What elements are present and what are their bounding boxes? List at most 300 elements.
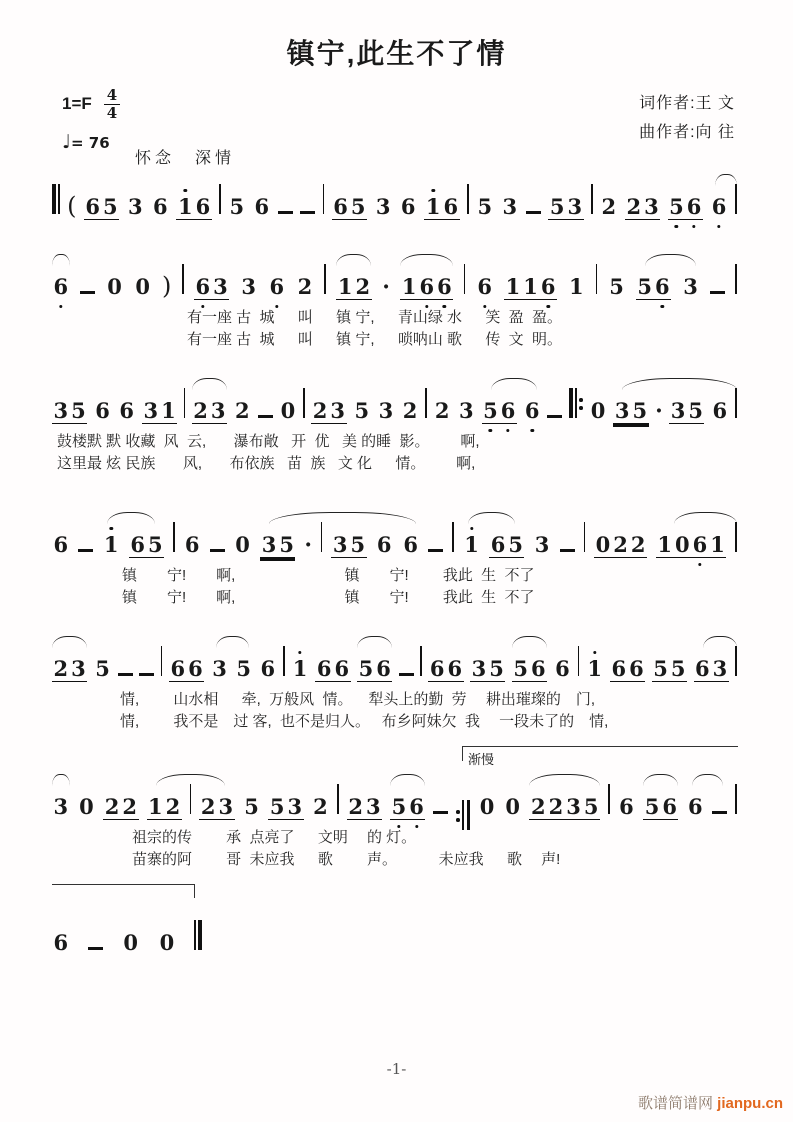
thick-bar <box>569 388 573 418</box>
slur-arc <box>107 512 156 524</box>
note-digit: 6 <box>188 656 203 681</box>
note-group <box>625 195 660 220</box>
note-digit: 3 <box>683 274 698 299</box>
octave-dot-below <box>675 225 678 228</box>
lyrics-row-1: 镇 宁! 啊, 镇 宁! 我此 生 不了 <box>122 567 535 584</box>
octave-dot-above <box>593 651 596 654</box>
note-group <box>390 795 425 820</box>
note-digit: 5 <box>644 794 660 819</box>
note-group <box>94 657 112 680</box>
notes-row <box>52 784 737 818</box>
note-digit: 0 <box>595 532 611 557</box>
duration-dash <box>139 673 154 676</box>
duration-dash <box>710 291 725 294</box>
note-group <box>268 795 303 820</box>
note-digit: 2 <box>630 532 646 557</box>
note-digit: 6 <box>490 532 506 557</box>
note-digit: 6 <box>254 194 270 219</box>
note-digit: 1 <box>176 195 194 218</box>
note-group <box>126 195 144 218</box>
duration-dash <box>526 211 541 214</box>
repeat-end-sign <box>456 800 470 830</box>
note-digit: 3 <box>670 398 686 423</box>
lyrics-row-1: 情, 山水相 牵, 万般风 情。 犁头上的勤 劳 耕出璀璨的 门, <box>120 691 596 708</box>
note-group <box>567 275 585 298</box>
repeat-dots <box>456 802 460 830</box>
note-group <box>400 275 453 300</box>
music-line-5 <box>52 646 737 733</box>
barline <box>584 522 586 552</box>
barline <box>184 388 186 418</box>
note-group <box>311 399 346 424</box>
intro-paren-close: ) <box>162 272 172 300</box>
note-digit: 1 <box>586 657 604 680</box>
barline <box>337 784 339 814</box>
note-digit: 6 <box>95 398 110 423</box>
note-group <box>122 931 140 954</box>
barline <box>190 784 192 814</box>
note-digit: 6 <box>418 275 436 298</box>
tempo-value: = 76 <box>70 134 110 152</box>
note-digit: 0 <box>235 532 250 557</box>
note-digit: 6 <box>170 656 186 681</box>
lyricist-credit: 词作者:王 文 <box>639 95 735 112</box>
note-group <box>554 657 572 680</box>
lyrics-row-2: 有一座 古 城 叫 镇 宁, 唢呐山 歌 传 文 明。 <box>187 330 563 348</box>
note-digit: 5 <box>583 794 599 819</box>
note-digit: 5 <box>688 398 703 423</box>
tempo-marking <box>62 131 110 153</box>
note-digit: 6 <box>268 275 286 298</box>
final-barline <box>194 920 202 950</box>
note-digit: 6 <box>376 656 391 681</box>
note-group <box>710 195 728 218</box>
note-digit: 6 <box>403 532 419 557</box>
note-digit: 2 <box>312 398 328 423</box>
note-digit: 3 <box>330 398 346 423</box>
duration-dash <box>278 211 293 214</box>
quarter-note-icon: ♩ <box>62 131 71 153</box>
slur-arc <box>52 254 70 266</box>
note-digit: 1 <box>148 794 163 819</box>
note-group <box>94 399 112 422</box>
note-digit: 3 <box>534 532 550 557</box>
note-digit: 3 <box>365 794 381 819</box>
barline <box>283 646 285 676</box>
note-digit: 0 <box>674 532 690 557</box>
credits <box>639 90 735 148</box>
slur-arc <box>156 774 226 786</box>
duration-dash <box>80 291 95 294</box>
note-digit: 6 <box>130 532 145 557</box>
note-digit: 1 <box>161 398 176 423</box>
note-digit: 3 <box>614 398 630 423</box>
note-group <box>52 399 87 424</box>
slur-arc <box>715 174 737 186</box>
note-group <box>586 657 604 680</box>
barline <box>321 522 323 552</box>
note-digit: 6 <box>194 275 212 298</box>
note-group <box>687 795 705 818</box>
note-digit: 3 <box>212 656 227 681</box>
barline <box>182 264 184 294</box>
note-digit: 6 <box>531 656 546 681</box>
note-group <box>636 275 671 300</box>
note-group <box>199 795 234 820</box>
note-digit: 6 <box>53 930 69 955</box>
note-group <box>158 931 176 954</box>
duration-dash <box>560 549 575 552</box>
note-digit: 0 <box>107 274 122 299</box>
duration-dash <box>399 673 414 676</box>
repeat-dot <box>579 398 583 402</box>
note-group <box>476 195 494 218</box>
note-group <box>332 195 367 220</box>
slur-arc <box>692 774 724 786</box>
note-digit: 5 <box>236 656 251 681</box>
note-group <box>470 657 505 682</box>
slur-arc <box>390 774 425 786</box>
note-group <box>402 533 420 556</box>
note-group <box>151 195 169 218</box>
thick-bar <box>52 184 56 214</box>
octave-dot-above <box>109 527 112 530</box>
note-digit: 5 <box>637 274 653 299</box>
slur-arc <box>269 512 416 524</box>
thick-bar <box>467 800 471 830</box>
lyrics-row-2: 这里最 炫 民族 风, 布依族 苗 族 文 化 情。 啊, <box>57 454 476 472</box>
note-digit: 3 <box>213 274 228 299</box>
note-digit: 2 <box>613 532 628 557</box>
music-line-7 <box>52 920 737 954</box>
ritardando-label: 渐慢 <box>468 752 495 767</box>
slur-arc <box>645 254 696 266</box>
note-digit: 6 <box>629 656 644 681</box>
note-digit: 5 <box>269 794 285 819</box>
note-digit: 2 <box>104 794 120 819</box>
time-signature <box>104 88 120 121</box>
intro-paren-open: ( <box>67 192 77 220</box>
note-group <box>613 399 648 424</box>
note-digit: 5 <box>350 532 366 557</box>
note-digit: 6 <box>555 656 570 681</box>
note-digit: 1 <box>657 532 672 557</box>
note-digit: 6 <box>52 275 70 298</box>
watermark-site-name: 歌谱简谱网 <box>637 1095 718 1112</box>
notes-row <box>52 264 737 298</box>
slur-arc <box>512 636 547 648</box>
note-digit: 6 <box>429 656 445 681</box>
note-digit: 6 <box>334 656 350 681</box>
note-digit: 5 <box>350 194 366 219</box>
note-digit: 6 <box>691 533 709 556</box>
note-digit: 3 <box>218 794 234 819</box>
octave-dot-above <box>470 527 473 530</box>
barline <box>425 388 427 418</box>
note-group <box>268 275 286 298</box>
note-digit: 0 <box>590 398 606 423</box>
note-digit: 1 <box>568 274 584 299</box>
thin-bar <box>575 388 577 418</box>
note-digit: 2 <box>601 194 617 219</box>
note-digit: 3 <box>261 532 277 557</box>
note-group <box>228 195 246 218</box>
note-group <box>183 533 201 556</box>
notes-row <box>52 522 737 556</box>
note-digit: 2 <box>122 794 138 819</box>
note-digit: 2 <box>402 398 418 423</box>
barline <box>452 522 454 552</box>
note-group <box>102 533 120 556</box>
note-digit: 5 <box>95 656 110 681</box>
note-group <box>142 399 177 424</box>
note-digit: 6 <box>119 398 134 423</box>
key-signature <box>62 88 120 121</box>
note-digit: 6 <box>333 194 348 219</box>
barline <box>608 784 610 814</box>
note-group <box>399 195 417 218</box>
note-digit: 3 <box>332 532 348 557</box>
slur-arc <box>643 774 678 786</box>
note-group <box>529 795 600 820</box>
note-digit: 5 <box>670 656 686 681</box>
music-line-6 <box>52 784 737 871</box>
barline <box>219 184 221 214</box>
lyrics-row-1: 祖宗的传 承 点亮了 文明 的 灯。 <box>132 829 417 846</box>
note-group <box>176 195 211 220</box>
note-group <box>533 533 551 556</box>
note-group <box>315 657 350 682</box>
note-digit: 0 <box>280 398 296 423</box>
note-group <box>463 533 481 556</box>
note-digit: 6 <box>195 194 211 219</box>
note-digit: 5 <box>653 656 668 681</box>
note-group <box>234 533 252 556</box>
note-digit: 6 <box>499 399 517 422</box>
note-digit: 2 <box>53 656 69 681</box>
slur-arc <box>336 254 371 266</box>
note-group <box>643 795 678 820</box>
note-group <box>523 399 541 422</box>
note-group <box>336 275 371 300</box>
watermark-domain: jianpu.cn <box>717 1095 783 1112</box>
barline <box>467 184 469 214</box>
note-digit: 6 <box>316 656 332 681</box>
note-digit: 6 <box>53 532 69 557</box>
note-digit: 5 <box>508 532 523 557</box>
barline <box>324 264 326 294</box>
note-digit: 2 <box>165 794 181 819</box>
note-group <box>347 795 382 820</box>
note-group <box>682 275 700 298</box>
barline <box>323 184 325 214</box>
expression-marking: 怀念 深情 <box>135 150 236 167</box>
duration-dash <box>428 549 443 552</box>
note-group <box>711 399 729 422</box>
note-digit: 2 <box>297 274 313 299</box>
lyrics-row-2: 情, 我不是 过 客, 也不是归人。 布乡阿妹欠 我 一段未了的 情, <box>120 712 609 730</box>
thin-bar <box>462 800 464 830</box>
octave-dot-below <box>692 225 695 228</box>
octave-dot-above <box>298 651 301 654</box>
notes-row <box>52 184 737 218</box>
note-digit: 1 <box>401 274 417 299</box>
note-digit: 6 <box>695 656 710 681</box>
note-group <box>243 795 261 818</box>
octave-dot-above <box>184 189 187 192</box>
note-digit: 3 <box>459 398 474 423</box>
music-line-3 <box>52 388 737 475</box>
note-digit: 3 <box>566 794 581 819</box>
lyrics-row-1: 有一座 古 城 叫 镇 宁, 青山绿 水 笑 盈 盈。 <box>187 309 563 326</box>
duration-dash <box>433 811 448 814</box>
note-digit: 3 <box>502 194 518 219</box>
notes-row <box>52 646 737 680</box>
note-digit: 1 <box>424 195 442 218</box>
note-digit: 0 <box>479 794 495 819</box>
note-digit: 6 <box>685 195 703 218</box>
music-line-2 <box>52 264 737 351</box>
note-group <box>618 795 636 818</box>
note-group <box>353 399 371 422</box>
note-group <box>489 533 524 558</box>
note-digit: 6 <box>443 194 459 219</box>
note-digit: 5 <box>354 398 370 423</box>
barline <box>591 184 593 214</box>
watermark <box>638 1092 783 1113</box>
note-digit: 5 <box>71 398 86 423</box>
note-digit: 6 <box>447 656 463 681</box>
barline <box>735 522 737 552</box>
note-group <box>240 275 258 298</box>
note-digit: 5 <box>513 656 529 681</box>
note-digit: 5 <box>390 795 408 818</box>
note-digit: 0 <box>79 794 94 819</box>
note-digit: 3 <box>375 194 391 219</box>
barline <box>596 264 598 294</box>
note-group <box>194 275 229 300</box>
note-group <box>296 275 314 298</box>
composer-credit: 曲作者:向 往 <box>639 123 735 141</box>
note-digit: 3 <box>53 398 69 423</box>
note-digit: 1 <box>291 657 309 680</box>
note-digit: 3 <box>567 194 583 219</box>
note-group <box>668 195 703 220</box>
note-group <box>279 399 297 422</box>
note-digit: 1 <box>337 274 353 299</box>
note-digit: 6 <box>712 398 728 423</box>
note-group <box>428 657 463 682</box>
note-digit: 1 <box>463 533 481 556</box>
note-digit: 6 <box>260 656 276 681</box>
note-digit: 6 <box>523 399 541 422</box>
duration-dash <box>547 415 562 418</box>
duration-dash <box>118 673 133 676</box>
note-group <box>589 399 607 422</box>
note-group <box>377 399 395 422</box>
note-group <box>118 399 136 422</box>
note-digit: 5 <box>632 398 648 423</box>
repeat-dot <box>579 406 583 410</box>
octave-dot-below <box>717 225 720 228</box>
note-digit: 0 <box>159 930 175 955</box>
note-group <box>78 795 96 818</box>
augmentation-dot: · <box>655 398 663 424</box>
note-group <box>147 795 182 820</box>
slur-arc <box>468 512 516 524</box>
note-group <box>52 275 70 298</box>
note-digit: 6 <box>400 194 416 219</box>
note-group <box>253 195 271 218</box>
slur-arc <box>529 774 600 786</box>
notes-row <box>52 388 737 422</box>
note-group <box>594 533 647 558</box>
duration-dash <box>258 415 273 418</box>
slur-arc <box>674 512 737 524</box>
note-digit: 5 <box>609 274 624 299</box>
barline <box>464 264 466 294</box>
note-digit: 0 <box>505 794 520 819</box>
slur-arc <box>192 378 227 390</box>
note-digit: 2 <box>235 398 250 423</box>
note-digit: 3 <box>241 274 256 299</box>
note-digit: 5 <box>147 532 163 557</box>
note-digit: 3 <box>143 398 159 423</box>
note-digit: 2 <box>434 398 450 423</box>
note-group <box>357 657 392 682</box>
music-line-4 <box>52 522 737 609</box>
note-group <box>433 399 451 422</box>
repeat-start-sign <box>569 388 583 418</box>
key-text: 1=F <box>62 93 92 113</box>
note-digit: 6 <box>436 275 454 298</box>
note-group <box>424 195 459 220</box>
note-group <box>501 195 519 218</box>
note-group <box>129 533 164 558</box>
note-digit: 2 <box>200 794 216 819</box>
note-group <box>169 657 204 682</box>
note-group <box>52 795 70 818</box>
barline <box>735 184 737 214</box>
duration-dash <box>300 211 315 214</box>
note-digit: 5 <box>229 194 245 219</box>
notes-row <box>52 920 202 954</box>
note-digit: 5 <box>244 794 259 819</box>
note-group <box>374 195 392 218</box>
note-digit: 6 <box>85 194 100 219</box>
note-group <box>106 275 124 298</box>
note-digit: 1 <box>102 533 120 556</box>
repeat-dot <box>456 818 460 822</box>
note-group <box>52 931 70 954</box>
note-digit: 5 <box>358 656 374 681</box>
note-digit: 3 <box>287 794 303 819</box>
note-digit: 6 <box>688 794 703 819</box>
barline <box>420 646 422 676</box>
note-digit: 6 <box>654 275 672 298</box>
note-group <box>103 795 138 820</box>
note-digit: 2 <box>313 794 328 819</box>
note-group <box>608 275 626 298</box>
octave-dot-above <box>431 189 434 192</box>
barline <box>161 646 163 676</box>
note-digit: 6 <box>710 195 728 218</box>
note-digit: 3 <box>210 398 226 423</box>
note-digit: 3 <box>471 656 487 681</box>
note-group <box>331 533 366 558</box>
note-group <box>192 399 227 424</box>
time-signature-top: 4 <box>106 86 118 104</box>
